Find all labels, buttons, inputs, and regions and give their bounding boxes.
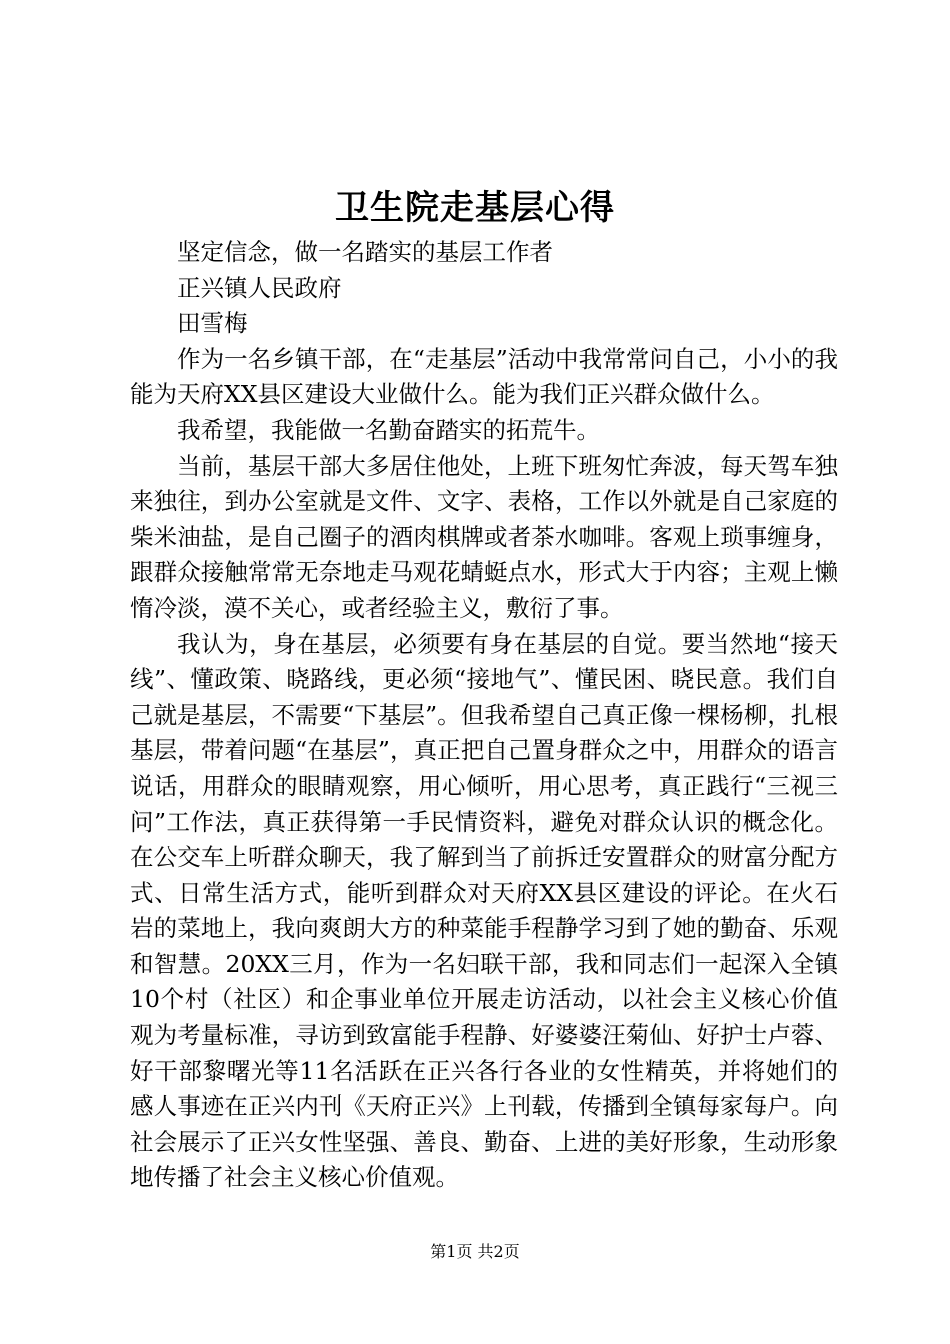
paragraph-current-situation: 当前，基层干部大多居住他处，上班下班匆忙奔波，每天驾车独来独往，到办公室就是文件、文字、表格，工作以外就是自己家庭的柴米油盐，是自己圈子的酒肉棋牌或者茶水咖啡。客观上琐事缠身，跟群众接触常常无奈地走马观花蜻蜓点水，形式大于内容；主观上懒惰冷淡，漠不关心，或者经验主义，敷衍了事。 <box>130 451 838 622</box>
paragraph-author: 田雪梅 <box>177 309 248 338</box>
paragraph-subtitle: 坚定信念，做一名踏实的基层工作者 <box>177 238 553 266</box>
document-body <box>130 235 838 1196</box>
paragraph-intro: 作为一名乡镇干部，在“走基层”活动中我常常问自己，小小的我能为天府XX县区建设大业做什么。能为我们正兴群众做什么。 <box>130 344 838 409</box>
document-title: 卫生院走基层心得 <box>335 188 615 228</box>
paragraph-hope: 我希望，我能做一名勤奋踏实的拓荒牛。 <box>177 415 600 444</box>
paragraph-opinion: 我认为，身在基层，必须要有身在基层的自觉。要当然地“接天线”、懂政策、晓路线，更必须“接地气”、懂民困、晓民意。我们自己就是基层，不需要“下基层”。但我希望自己真正像一棵杨柳，扎根基层，带着问题“在基层”，真正把自己置身群众之中，用群众的语言说话，用群众的眼睛观察，用心倾听，用心思考，真正践行“三视三问”工作法，真正获得第一手民情资料，避免对群众认识的概念化。在公交车上听群众聊天，我了解到当了前拆迁安置群众的财富分配方式、日常生活方式，能听到群众对天府XX县区建设的评论。在火石岩的菜地上，我向爽朗大方的种菜能手程静学习到了她的勤奋、乐观和智慧。20XX三月，作为一名妇联干部，我和同志们一起深入全镇10个村（社区）和企事业单位开展走访活动，以社会主义核心价值观为考量标准，寻访到致富能手程静、好婆婆汪菊仙、好护士卢蓉、好干部黎曙光等11名活跃在正兴各行各业的女性精英，并将她们的感人事迹在正兴内刊《天府正兴》上刊载，传播到全镇每家每户。向社会展示了正兴女性坚强、善良、勤奋、上进的美好形象，生动形象地传播了社会主义核心价值观。 <box>130 629 838 1192</box>
page-footer: 第1页 共2页 <box>430 1242 520 1261</box>
paragraph-organization: 正兴镇人民政府 <box>177 273 342 302</box>
